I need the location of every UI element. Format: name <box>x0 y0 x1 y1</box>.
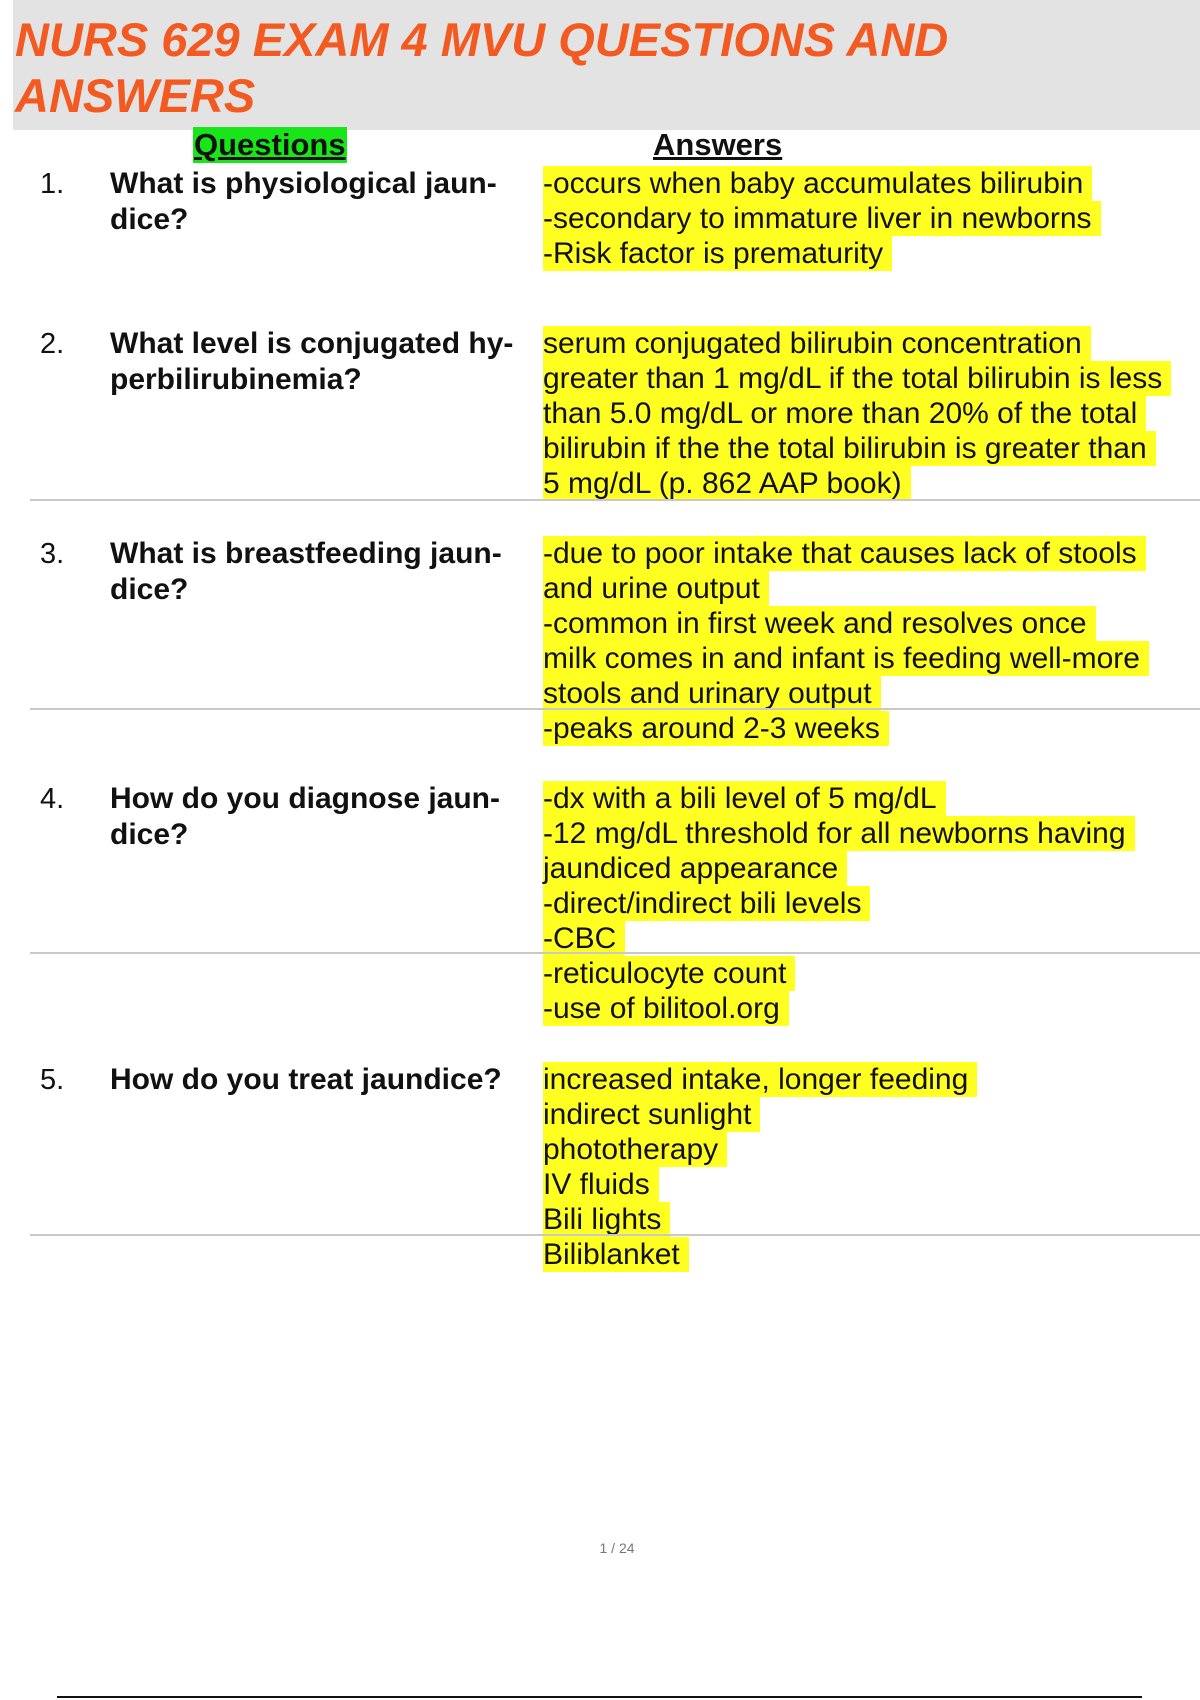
answer-line: jaundiced appearance <box>543 851 847 886</box>
answer-line: bilirubin if the the total bilirubin is greater than <box>543 431 1156 466</box>
answer-line: -occurs when baby accumulates bilirubin <box>543 166 1092 201</box>
answer-line: -dx with a bili level of 5 mg/dL <box>543 781 946 816</box>
answer-line: -reticulocyte count <box>543 956 795 991</box>
question-text: What is breastfeeding jaun-dice? <box>110 537 502 606</box>
answer-line: indirect sunlight <box>543 1097 760 1132</box>
answer-line: -direct/indirect bili levels <box>543 886 870 921</box>
answer-line: stools and urinary output <box>543 676 881 711</box>
answer-line: greater than 1 mg/dL if the total bilirubin is less <box>543 361 1171 396</box>
item-number: 1. <box>40 168 65 200</box>
row-divider <box>30 499 1200 501</box>
answer-line: -peaks around 2-3 weeks <box>543 711 889 746</box>
item-number: 3. <box>40 538 65 570</box>
item-number: 5. <box>40 1064 65 1096</box>
answer-text <box>543 326 1198 501</box>
answer-line: -common in first week and resolves once <box>543 606 1096 641</box>
answer-line: -use of bilitool.org <box>543 991 789 1026</box>
question-text: What is physiological jaun-dice? <box>110 167 497 236</box>
answer-line: than 5.0 mg/dL or more than 20% of the total <box>543 396 1146 431</box>
answer-text <box>543 166 1198 271</box>
answer-text <box>543 781 1198 1026</box>
questions-column-header: Questions <box>194 127 346 162</box>
answer-line: -CBC <box>543 921 625 956</box>
question-text: How do you diagnose jaun-dice? <box>110 782 500 851</box>
answer-line: Bili lights <box>543 1202 670 1237</box>
answer-line: -secondary to immature liver in newborns <box>543 201 1101 236</box>
question-text: What level is conjugated hy-perbilirubinemia? <box>110 327 514 396</box>
answers-column-header: Answers <box>653 127 783 162</box>
answer-line: -due to poor intake that causes lack of stools <box>543 536 1146 571</box>
answer-line: -12 mg/dL threshold for all newborns having <box>543 816 1135 851</box>
answer-line: phototherapy <box>543 1132 727 1167</box>
answer-text <box>543 1062 1198 1272</box>
answer-line: Biliblanket <box>543 1237 689 1272</box>
answer-text <box>543 536 1198 746</box>
answer-line: milk comes in and infant is feeding well-more <box>543 641 1149 676</box>
answer-line: IV fluids <box>543 1167 659 1202</box>
page-number: 1 / 24 <box>599 1540 635 1556</box>
answer-line: serum conjugated bilirubin concentration <box>543 326 1091 361</box>
row-divider <box>30 1234 1200 1236</box>
row-divider <box>30 708 1200 710</box>
document-title: NURS 629 EXAM 4 MVU QUESTIONS AND ANSWERS <box>15 13 949 122</box>
bottom-rule <box>57 1696 1142 1698</box>
answer-line: 5 mg/dL (p. 862 AAP book) <box>543 466 911 501</box>
answer-line: -Risk factor is prematurity <box>543 236 892 271</box>
item-number: 4. <box>40 783 65 815</box>
answer-line: and urine output <box>543 571 769 606</box>
question-text: How do you treat jaundice? <box>110 1063 502 1096</box>
row-divider <box>30 952 1200 954</box>
item-number: 2. <box>40 328 65 360</box>
answer-line: increased intake, longer feeding <box>543 1062 977 1097</box>
